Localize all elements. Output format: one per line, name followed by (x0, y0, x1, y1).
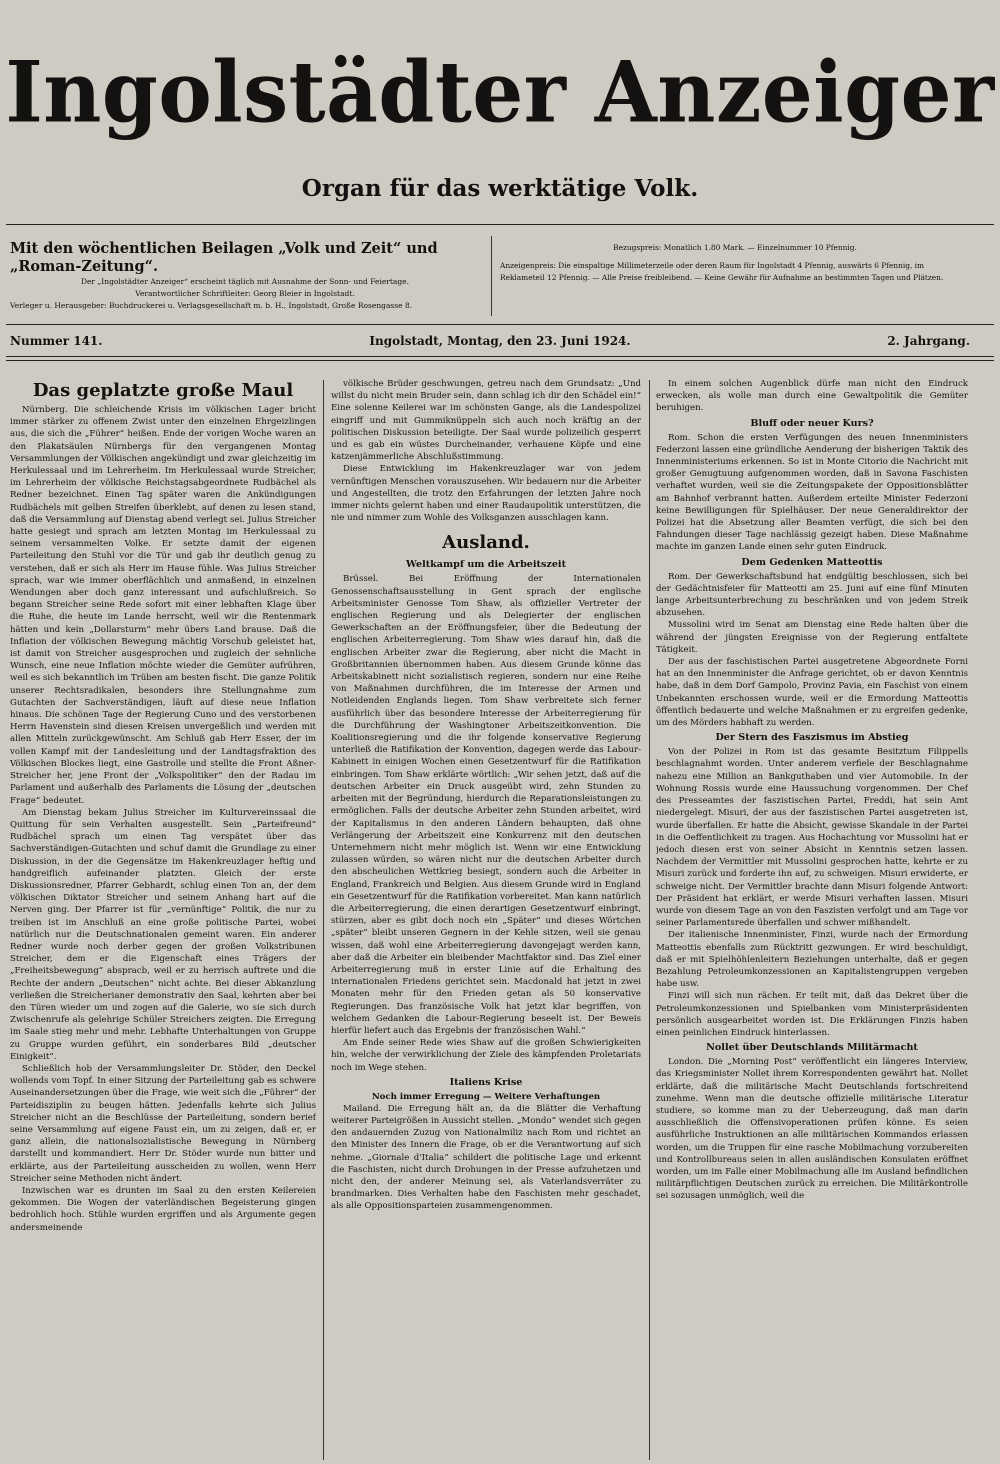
article-paragraph: Mailand. Die Erregung hält an, da die Blätter die Verhaftung weiterer Parteigrößen in Aussicht stellen. „Mondo“ wendet sich gegen den andauernden Zuzug von Nationalmiliz nach Rom und richtet an den Minister des Innern die Frage, ob er die Verantwortung auf sich nehme. „Giornale d'Italia“ schildert die politische Lage und erkennt die Faschisten, nicht durch Drohungen in der Presse aufzuhetzen und nicht den, der anderer Meinung sei, als Vaterlandsverräter zu brandmarken. Dies Verhalten habe den Faschisten mehr geschadet, als alle Oppositionsparteien zusammengenommen. (331, 1103, 641, 1212)
article-paragraph: Schließlich hob der Versammlungsleiter Dr. Stöder, den Deckel wollends vom Topf. In einer Sitzung der Parteileitung gab es schwere Auseinandersetzungen über die Frage, wie weit sich die „Führer“ der Parteidisziplin zu beugen hätten. Jedenfalls kehrte sich Julius Streicher nicht an die Beschlüsse der Parteileitung, sondern berief seine Versammlung auf eigene Faust ein, um zu zeigen, daß er, er ganz allein, die nationalsozialistische Bewegung in Nürnberg darstellt und kommandiert. Herr Dr. Stöder wurde nun bitter und erklärte, aus der Parteileitung ausscheiden zu wollen, wenn Herr Streicher seine Methoden nicht ändert. (10, 1063, 316, 1184)
article-paragraph: In einem solchen Augenblick dürfe man nicht den Eindruck erwecken, als wolle man durch eine Gewaltpolitik die Gemüter beruhigen. (656, 379, 968, 414)
publisher-line: Verleger u. Herausgeber: Buchdruckerei u. Verlagsgesellschaft m. b. H., Ingolstadt, Große Rosengasse 8. (10, 301, 413, 310)
info-rule (6, 324, 994, 325)
article-paragraph: Finzi will sich nun rächen. Er teilt mit, daß das Dekret über die Petroleumkonzessionen und Spielbanken vom Ministerpräsidenten persönlich ausgearbeitet worden ist. Die Erklärungen Finzis haben einen peinlichen Eindruck hinterlassen. (656, 991, 968, 1038)
column-separator (323, 380, 324, 1460)
article-paragraph: Inzwischen war es drunten im Saal zu den ersten Keilereien gekommen. Die Wogen der vaterländischen Begeisterung gingen bedrohlich hoch. Stühle wurden ergriffen und als Argumente gegen andersmeinende (10, 1186, 316, 1233)
column-2 (331, 378, 641, 1454)
article-heading: Bluff oder neuer Kurs? (750, 417, 874, 429)
article-paragraph: Am Dienstag bekam Julius Streicher im Kulturvereinssaal die Quittung für sein Verhalten ausgestellt. Sein „Parteifreund“ Rudbächel sprach um einen Tag verspätet über das Sachverständigen-Gutachten und schuf damit die Grundlage zu einer Diskussion, in der die Gegensätze im Hakenkreuzlager heftig und handgreiflich aufeinander platzten. Gleich der erste Diskussionsredner, Pfarrer Gebhardt, schlug einen Ton an, der dem völkischen Diktator Streicher und seinem Anhang hart auf die Nerven ging. Der Pfarrer ist für „vernünftige“ Politik, die nur zu treiben ist im Anschluß an eine große politische Partei, wobei natürlich nur die Deutschnationalen gemeint waren. Ein anderer Redner wurde noch derber gegen der großen Volkstribunen Streicher, dem er die Eigenschaft eines Trägers der „Freiheitsbewegung“ abspracb, weil er zu herrisch auftrete und die Rechte der andern „Deutschen“ nicht achte. Bei dieser Abkanzlung verließen die Streicherianer demonstrativ den Saal, kehrten aber bei den Türen wieder um und zogen auf die Galerie, wo sie sich durch Zwischenrufe als gelehrige Schüler Streichers zeigten. Die Erregung im Saale stieg mehr und mehr. Lebhafte Unterhaltungen von Gruppe zu Gruppe wurden geführt, ein sonderbares Bild „deutscher Einigkeit“. (10, 807, 316, 1062)
article-subheading: Noch immer Erregung — Weitere Verhaftungen (371, 1091, 601, 1102)
issue-date: Ingolstadt, Montag, den 23. Juni 1924. (369, 334, 631, 348)
article-paragraph: London. Die „Morning Post“ veröffentlicht ein längeres Interview, das Kriegsminister Nollet ihrem Korrespondenten gewährt hat. Nollet erklärte, daß die militärische Macht Deutschlands fortschreitend zunehme. Wenn man die deutsche offizielle militärische Literatur studiere, so komme man zu der Ueberzeugung, daß man darin ausschließlich die Offensivoperationen prüfen könne. Es seien ausführliche Instruktionen an alle militärischen Kommandos erlassen worden, um die Truppen für eine rasche Mobilmachung vorzubereiten und Kontrollbureaus seien in allen ausländischen Konsulaten eröffnet worden, um im Falle einer Mobilmachung alle im Ausland befindlichen militärpflichtigen Deutschen zurück zu erreichen. Die Militärkontrolle sei sozusagen unmöglich, weil die (656, 1057, 968, 1202)
masthead-title: Ingolstädter Anzeiger (5, 42, 995, 142)
column-separator (649, 380, 650, 1460)
dateline-rule-bottom (6, 360, 994, 361)
article-heading: Der Stern des Faszismus im Abstieg (715, 732, 909, 744)
article-paragraph: völkische Brüder geschwungen, getreu nach dem Grundsatz: „Und willst du nicht mein Bruder sein, dann schlag ich dir den Schädel ein!“ Eine solenne Keilerei war im schönsten Gange, als die Landespolizei eingriff und mit Gummiknüppeln sich auch noch kräftig an der politischen Diskussion beteiligte. Der Saal wurde polizeilich gesperrt und es gab ein wüstes Durcheinander, verhauene Köpfe und eine katzenjämmerliche Abschlußstimmung. (331, 379, 641, 463)
article-heading: Das geplatzte große Maul (32, 380, 294, 401)
article-heading: Italiens Krise (449, 1076, 523, 1088)
article-paragraph: Rom. Schon die ersten Verfügungen des neuen Innenministers Federzoni lassen eine gründliche Aenderung der bisherigen Taktik des Innenministeriums erkennen. So ist in Monte Citorio die Nachricht mit großer Genugtuung aufgenommen worden, daß in Savona Faschisten verhaftet wurden, weil sie die Zeitungspakete der Oppositionsblätter am Bahnhof verbrannt hatten. Außerdem erteilte Minister Federzoni keine Bewilligungen für Spielhäuser. Der neue Generaldirektor der Polizei hat die Absetzung aller Beamten verfügt, die sich bei den Fahndungen dieser Tage nachlässig gezeigt haben. Diese Maßnahme machte im ganzen Lande einen sehr guten Eindruck. (656, 432, 968, 553)
supplements-line: Mit den wöchentlichen Beilagen „Volk und Zeit“ und „Roman-Zeitung“. (10, 240, 438, 275)
article-heading: Nollet über Deutschlands Militärmacht (706, 1042, 918, 1054)
article-paragraph: Mussolini wird im Senat am Dienstag eine Rede halten über die während der jüngsten Ereignisse von der Regierung entfaltete Tätigkeit. (656, 620, 968, 655)
article-paragraph: Brüssel. Bei Eröffnung der Internationalen Genossenschaftsausstellung in Gent sprach der englische Arbeitsminister Genosse Tom Shaw, als offizieller Vertreter der englischen Regierung und als Delegierter der englischen Gewerkschaften an der Eröffnungsfeier, über die Bedeutung der englischen Arbeiterregierung. Tom Shaw wies darauf hin, daß die englischen Arbeiter zwar die Regierung, aber nicht die Macht in Großbritannien übernommen haben. Aus diesem Grunde könne das Arbeitskabinett nicht sozialistisch regieren, sondern nur eine Reihe von Maßnahmen durchführen, die im Interesse der Armen und Notleidenden Englands liegen. Tom Shaw verbreitete sich ferner ausführlich über das besondere Interesse der Arbeiterregierung für die Durchführung der Washingtoner Arbeitszeitkonvention. Die Koalitionsregierung und die ihr folgende konservative Regierung unterließ die Ratifikation der Konvention, dagegen werde das Labour-Kabinett in einigen Wochen einen Gesetzentwurf für die Ratifikation einbringen. Tom Shaw erklärte wörtlich: „Wir sehen jetzt, daß auf die deutschen Arbeiter ein Druck ausgeübt wird, zehn Stunden zu arbeiten mit der Begründung, hierdurch die Reparationsleistungen zu ermöglichen. Falls der deutsche Arbeiter zehn Stunden arbeitet, wird der Kapitalismus in den anderen Ländern behaupten, daß ohne Verlängerung der Arbeitszeit eine Konkurrenz mit den deutschen Unternehmern nicht mehr möglich ist. Wenn wir eine Entwicklung zulassen würden, so wären nicht nur die deutschen Arbeiter durch den abscheulichen Wettkrieg besiegt, sondern auch die Arbeiter in England, Frankreich und Belgien. Aus diesem Grunde wird in England ein Gesetzentwurf für die Ratifikation vorbereitet. Man kann natürlich die Arbeiterregierung, die einen derartigen Gesetzentwurf einbringt, stürzen, aber es gibt doch noch ein „Später“ und dieses Wörtchen „später“ bleibt unseren Gegnern in der Kehle sitzen, weil sie genau wissen, daß wohl eine Arbeiterregierung davongejagt werden kann, aber daß die Arbeiter ein bleibender Machtfaktor sind. Das Ziel einer Arbeiterregierung muß in erster Linie auf die Erhaltung des internationalen Friedens gerichtet sein. Macdonald hat jetzt in zwei Monaten mehr für den Frieden getan als 50 konservative Regierungen. Das französische Volk hat jetzt klar begriffen, von welchem Gedanken die Labour-Regierung beseelt ist. Der Beweis hierfür liefert auch das Ergebnis der französischen Wahl.“ (331, 574, 641, 1036)
daily-notice: Der „Ingolstädter Anzeiger“ erscheint täglich mit Ausnahme der Sonn- und Feiertage. (80, 277, 410, 286)
section-heading: Ausland. (442, 532, 530, 554)
article-paragraph: Nürnberg. Die schleichende Krisis im völkischen Lager bricht immer stärker zu offenem Zwist unter den einzelnen Ehrgeizlingen aus, die sich die „Führer“ heißen. Ende der vorigen Woche waren an den Plakatsäulen Nürnbergs für den vergangenen Montag Versammlungen der Völkischen angekündigt und zwar gleichzeitig im Herkulessaal und im Lehrerheim. Im Herkulessaal wurde Streicher, im Lehrerheim der völkische Reichstagsabgeordnete Rudbächel als Redner bezeichnet. Einen Tag später waren die Ankündigungen Rudbächels mit gelben Streifen überklebt, auf denen zu lesen stand, daß die Versammlung auf Dienstag abend verlegt sei. Julius Streicher hatte gesiegt und sprach am letzten Montag im Herkulessaal zu seinem versammelten Volke. Er setzte damit der eigenen Parteileitung den Stuhl vor die Tür und gab ihr deutlich genug zu verstehen, daß er sich als Herr im Hause fühle. Was Julius Streicher sprach, war wie immer oberflächlich und anmaßend, in einzelnen Wendungen aber doch ganz interessant und aufschlußreich. So begann Streicher seine Rede sofort mit einer lebhaften Klage über die Ruhe, die heute im Lande herrscht, weil wir die Rentenmark hätten und kein „Dollarsturm“ mehr übers Land brause. Daß die Inflation der völkischen Bewegung mächtig Vorschub geleistet hat, ist damit von Streicher ausgesprochen und zugleich der sehnliche Wunsch, eine neue Inflation möchte wieder die Gemüter aufrühren, weil es sich bekanntlich im Trüben am besten fischt. Die ganze Politik unserer Rechtsradikalen, besonders ihre Stellungnahme zum Gutachten der Sachverständigen, läuft auf diese neue Inflation hinaus. Die schönen Tage der Regierung Cuno und des verstorbenen Herrn Havenstein sind diesen Kreisen unvergeßlich und werden mit allen Mitteln zurückgewünscht. Am Schluß gab Herr Esser, der im vollen Kampf mit der Landesleitung und der Landtagsfraktion des Völkischen Blockes liegt, eine Gastrolle und stellte die Front Aßner-Streicher her, jene Front der „Volkspolitiker“ den der Radau im Parlament und außerhalb des Parlaments die Lösung der „deutschen Frage“ bedeutet. (10, 405, 316, 806)
info-separator (491, 236, 492, 316)
column-3 (656, 378, 968, 1454)
column-1 (10, 378, 316, 1454)
masthead-subtitle: Organ für das werktätige Volk. (301, 175, 699, 202)
editor-line: Verantwortlicher Schriftleiter: Georg Bleier in Ingolstadt. (135, 289, 355, 298)
issue-number: Nummer 141. (10, 334, 103, 348)
dateline-rule-top (6, 356, 994, 357)
article-paragraph: Am Ende seiner Rede wies Shaw auf die großen Schwierigkeiten hin, welche der verwirklichung der Ziele des kämpfenden Proletariats noch im Wege stehen. (331, 1038, 641, 1073)
subscription-price: Bezugspreis: Monatlich 1.80 Mark. — Einzelnummer 10 Pfennig. (613, 243, 857, 252)
article-paragraph: Diese Entwicklung im Hakenkreuzlager war von jedem vernünftigen Menschen vorauszusehen. Wir bedauern nur die Arbeiter und Angestellten, die trotz den Erfahrungen der letzten Jahre noch immer nichts gelernt haben und einer Raudaupolitik unterstützen, die nie und nimmer zum Wohle des Volksganzen ausschlagen kann. (331, 464, 641, 524)
publication-info (10, 240, 480, 312)
article-paragraph: Rom. Der Gewerkschaftsbund hat endgültig beschlossen, sich bei der Gedächtnisfeier für Matteotti am 25. Juni auf eine fünf Minuten lange Arbeitsunterbrechung zu beschränken und von jedem Streik abzusehen. (656, 571, 968, 619)
article-heading: Dem Gedenken Matteottis (741, 556, 883, 568)
article-paragraph: Der italienische Innenminister, Finzi, wurde nach der Ermordung Matteottis ebenfalls zum Rücktritt gezwungen. Er wird beschuldigt, daß er mit Spielhöhlenleitern Beziehungen unterhalte, daß er gegen Bezahlung Petroleumkonzessionen an Kapitalistengruppen vergeben habe usw. (656, 930, 968, 990)
pricing-info (500, 242, 970, 284)
article-paragraph: Von der Polizei in Rom ist das gesamte Besitztum Filippells beschlagnahmt worden. Unter anderem verfiele der Beschlagnahme nahezu eine Million an Bankguthaben und vier Automobile. In der Wohnung Rossis wurde eine Haussuchung vorgenommen. Der Chef des Presseamtes der faszistischen Partei, Freddi, hat sein Amt niedergelegt. Misuri, der aus der faszistischen Partei ausgetreten ist, wurde überfallen. Er hatte die Absicht, gewisse Skandale in der Partei in die Oeffentlichkeit zu tragen. Aus Hochachtung vor Mussolini hat er jedoch diesen erst von seiner Absicht in Kenntnis setzen lassen. Nachdem der Vermittler mit Mussolini gesprochen hatte, kehrte er zu Misuri zurück und forderte ihn auf, zu schweigen. Misuri erwiderte, er schweige nicht. Der Vermittler brachte dann Misuri folgende Antwort: Der Präsident hat erklärt, er werde Misuri verhaften lassen. Misuri wurde von diesem Tage an von den Faszisten verfolgt und am Tage vor seiner Parlamentsrede überfallen und schwer mißhandelt. (656, 747, 968, 929)
article-paragraph: Der aus der faschistischen Partei ausgetretene Abgeordnete Forni hat an den Innenminister die Anfrage gerichtet, ob er davon Kenntnis habe, daß in dem Dorf Gampolo, Provinz Pavia, ein Faschist von einem Unbekannten erschossen wurde, weil er die Ermordung Matteottis öffentlich bedauerte und welche Maßnahmen er zu ergreifen gedenke, um des Mörders habhaft zu werden. (656, 657, 968, 729)
masthead-rule (6, 224, 994, 225)
ad-price: Anzeigenpreis: Die einspaltige Millimeterzeile oder deren Raum für Ingolstadt 4 Pfennig, auswärts 6 Pfennig, im Reklameteil 12 Pfennig. — Alle Preise freibleibend. — Keine Gewähr für Aufnahme an bestimmten Tagen und Plätzen. (500, 261, 944, 282)
article-heading: Weltkampf um die Arbeitszeit (405, 559, 567, 571)
volume-year: 2. Jahrgang. (887, 334, 970, 348)
